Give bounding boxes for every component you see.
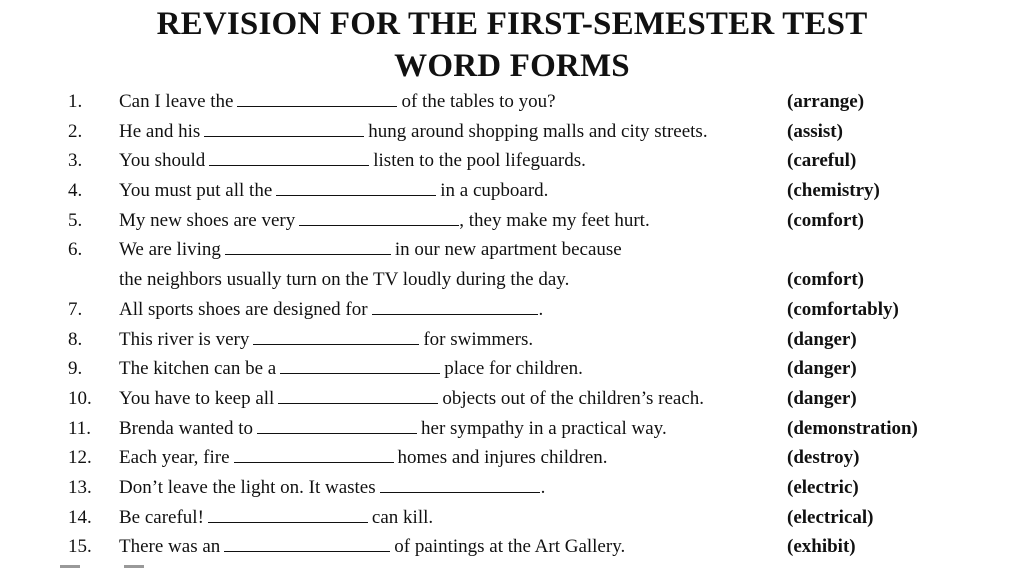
question-sentence	[119, 384, 704, 414]
answer-blank[interactable]	[234, 444, 394, 463]
question-number: 12.	[68, 447, 92, 469]
question-row	[0, 295, 1024, 325]
question-sentence	[119, 206, 650, 236]
page-subtitle: WORD FORMS	[394, 48, 630, 84]
question-number: 13.	[68, 476, 92, 498]
answer-blank[interactable]	[208, 504, 368, 523]
sentence-end: , they make my feet hurt.	[459, 209, 650, 231]
question-sentence	[119, 443, 608, 473]
question-number: 9.	[68, 358, 83, 380]
sentence-start: the neighbors usually turn on the TV loudly during the day.	[119, 269, 570, 291]
question-row	[0, 503, 1024, 533]
sentence-start: My new shoes are very	[119, 209, 296, 231]
root-word: (assist)	[787, 120, 843, 142]
sentence-end: listen to the pool lifeguards.	[373, 150, 586, 172]
question-number: 10.	[68, 387, 92, 409]
sentence-start: The kitchen can be a	[119, 358, 277, 380]
sentence-start: Brenda wanted to	[119, 417, 254, 439]
sentence-end: .	[538, 298, 544, 320]
sentence-start: Don’t leave the light on. It wastes	[119, 476, 376, 498]
question-sentence	[119, 473, 545, 503]
question-number: 14.	[68, 506, 92, 528]
answer-blank[interactable]	[380, 474, 540, 493]
question-sentence	[119, 146, 586, 176]
root-word: (arrange)	[787, 91, 865, 112]
question-row	[0, 176, 1024, 206]
answer-blank[interactable]	[225, 236, 391, 255]
answer-blank[interactable]	[280, 355, 440, 374]
sentence-start: He and his	[119, 120, 201, 142]
question-row	[0, 325, 1024, 355]
sentence-start: Be careful!	[119, 506, 204, 528]
question-number: 15.	[68, 536, 92, 558]
answer-blank[interactable]	[278, 385, 438, 404]
sentence-start: There was an	[119, 536, 221, 558]
question-number: 2.	[68, 120, 83, 142]
answer-blank[interactable]	[224, 533, 390, 552]
question-sentence	[119, 414, 667, 444]
question-row	[0, 443, 1024, 473]
question-number: 8.	[68, 328, 83, 350]
sentence-end: in a cupboard.	[440, 180, 549, 202]
root-word: (demonstration)	[787, 417, 918, 439]
root-word: (electric)	[787, 476, 859, 498]
question-row	[0, 473, 1024, 503]
question-row	[0, 206, 1024, 236]
question-row	[0, 117, 1024, 147]
answer-blank[interactable]	[237, 88, 397, 107]
question-sentence	[119, 503, 433, 533]
sentence-end: objects out of the children’s reach.	[442, 387, 705, 409]
question-list	[0, 87, 1024, 562]
root-word: (danger)	[787, 328, 857, 350]
question-number: 7.	[68, 298, 83, 320]
question-sentence	[119, 235, 622, 265]
root-word: (comfort)	[787, 209, 865, 231]
sentence-start: Can I leave the	[119, 91, 234, 112]
question-row	[0, 235, 1024, 265]
question-row	[0, 354, 1024, 384]
answer-blank[interactable]	[276, 177, 436, 196]
question-sentence	[119, 87, 556, 117]
question-sentence	[119, 354, 583, 384]
sentence-end: homes and injures children.	[397, 447, 608, 469]
root-word: (comfort)	[787, 269, 865, 291]
sentence-end: place for children.	[444, 358, 583, 380]
root-word: (careful)	[787, 150, 857, 172]
answer-blank[interactable]	[209, 147, 369, 166]
sentence-end: her sympathy in a practical way.	[421, 417, 667, 439]
question-number: 5.	[68, 209, 83, 231]
question-sentence	[119, 325, 533, 355]
root-word: (chemistry)	[787, 180, 880, 202]
sentence-start: This river is very	[119, 328, 250, 350]
sentence-end: can kill.	[371, 506, 434, 528]
question-number: 3.	[68, 150, 83, 172]
page-title: REVISION FOR THE FIRST-SEMESTER TEST	[156, 6, 868, 42]
question-row	[0, 146, 1024, 176]
question-number: 1.	[68, 91, 83, 112]
sentence-start: Each year, fire	[119, 447, 230, 469]
answer-blank[interactable]	[253, 326, 419, 345]
question-row	[0, 414, 1024, 444]
root-word: (danger)	[787, 358, 857, 380]
question-row	[0, 87, 1024, 117]
answer-blank[interactable]	[204, 118, 364, 137]
question-number: 6.	[68, 239, 83, 261]
question-sentence	[119, 117, 708, 147]
question-number: 4.	[68, 180, 83, 202]
answer-blank[interactable]	[257, 415, 417, 434]
sentence-start: All sports shoes are designed for	[119, 298, 368, 320]
sentence-start: You have to keep all	[119, 387, 275, 409]
sentence-end: for swimmers.	[423, 328, 534, 350]
sentence-start: You must put all the	[119, 180, 273, 202]
sentence-end: of the tables to you?	[401, 91, 556, 112]
sentence-start: We are living	[119, 239, 221, 261]
question-sentence	[119, 532, 625, 562]
question-row-continuation	[0, 265, 1024, 295]
sentence-end: of paintings at the Art Gallery.	[394, 536, 626, 558]
question-number: 11.	[68, 417, 92, 439]
cropped-next-line	[60, 556, 184, 568]
question-row	[0, 384, 1024, 414]
question-sentence	[119, 176, 548, 206]
sentence-end: .	[540, 476, 546, 498]
sentence-end: hung around shopping malls and city streets.	[368, 120, 708, 142]
root-word: (exhibit)	[787, 536, 856, 558]
root-word: (destroy)	[787, 447, 860, 469]
sentence-end: in our new apartment because	[394, 239, 622, 261]
question-sentence	[119, 265, 569, 295]
question-sentence	[119, 295, 543, 325]
answer-blank[interactable]	[372, 296, 538, 315]
sentence-start: You should	[119, 150, 206, 172]
answer-blank[interactable]	[299, 207, 459, 226]
root-word: (electrical)	[787, 506, 874, 528]
root-word: (danger)	[787, 387, 857, 409]
root-word: (comfortably)	[787, 298, 899, 320]
